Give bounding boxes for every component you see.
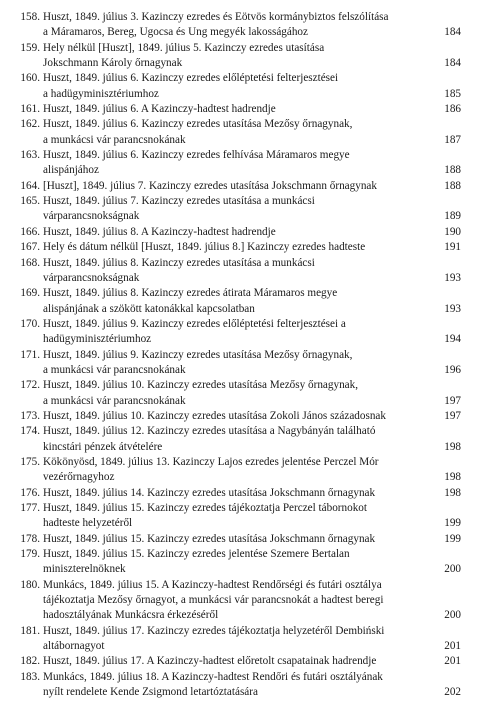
entry-title — [43, 286, 435, 317]
entry-title-line: Huszt, 1849. július 12. Kazinczy ezredes utasítása a Nagybányán található — [43, 425, 376, 438]
entry-title-line: Huszt, 1849. július 6. Kazinczy ezredes felhívása Máramaros megye — [43, 149, 350, 162]
entry-title-line: Hely nélkül [Huszt], 1849. július 5. Kazinczy ezredes utasítása — [43, 41, 325, 54]
entry-number: 172. — [20, 379, 40, 392]
toc-entry — [17, 578, 461, 624]
entry-title-line: Jokschmann Károly őrnagynak — [43, 57, 183, 70]
toc-entry — [17, 532, 461, 547]
entry-title-line: Huszt, 1849. július 17. Kazinczy ezredes tájékoztatja helyzetéről Dembiński — [43, 624, 385, 637]
toc-entry — [17, 117, 461, 148]
entry-title-line: Hely és dátum nélkül [Huszt, 1849. július 8.] Kazinczy ezredes hadteste — [43, 241, 366, 254]
entry-page-number: 193 — [444, 302, 461, 315]
entry-page-number: 190 — [444, 225, 461, 238]
entry-title — [43, 41, 435, 72]
entry-title — [43, 117, 435, 148]
toc-entry — [17, 424, 461, 455]
entry-page-number: 200 — [444, 609, 461, 622]
entry-number: 174. — [20, 425, 40, 438]
entry-number: 181. — [20, 624, 40, 637]
entry-page-number: 201 — [444, 640, 461, 653]
entry-number: 183. — [20, 670, 40, 683]
entry-page-number: 184 — [444, 26, 461, 39]
entry-page-number: 188 — [444, 179, 461, 192]
entry-page-number: 201 — [444, 655, 461, 668]
entry-number: 167. — [20, 241, 40, 254]
toc-entry — [17, 624, 461, 655]
entry-title — [43, 256, 435, 287]
entry-title-line: Huszt, 1849. július 8. Kazinczy ezredes átirata Máramaros megye — [43, 287, 338, 300]
toc-entry — [17, 501, 461, 532]
toc-entry — [17, 670, 461, 701]
toc-entry — [17, 71, 461, 102]
entry-number: 165. — [20, 195, 40, 208]
entry-number: 178. — [20, 532, 40, 545]
toc-entry — [17, 378, 461, 409]
entry-title-line: Huszt, 1849. július 17. A Kazinczy-hadtest előretolt csapatainak hadrendje — [43, 655, 377, 668]
entry-number: 166. — [20, 225, 40, 238]
entry-page-number: 202 — [444, 686, 461, 699]
entry-title-line: Huszt, 1849. július 15. Kazinczy ezredes tájékoztatja Perczel tábornokot — [43, 502, 368, 514]
entry-page-number: 186 — [444, 103, 461, 116]
entry-title-line: Huszt, 1849. július 8. Kazinczy ezredes utasítása a munkácsi — [43, 256, 315, 269]
entry-number: 171. — [20, 348, 40, 361]
toc-entry — [17, 194, 461, 225]
entry-title-line: Huszt, 1849. július 8. A Kazinczy-hadtest hadrendje — [43, 225, 276, 238]
toc-entry — [17, 10, 461, 41]
entry-title — [43, 486, 435, 501]
entry-number: 175. — [20, 455, 40, 468]
entry-number: 179. — [20, 548, 40, 561]
entry-title-line: Munkács, 1849. július 18. A Kazinczy-hadtest Rendőri és futári osztályának — [43, 670, 383, 683]
entry-title-line: hadosztályának Munkácsra érkezéséről — [43, 609, 219, 622]
entry-page-number: 197 — [444, 409, 461, 422]
toc-entry — [17, 286, 461, 317]
toc-entry — [17, 348, 461, 379]
toc-entry — [17, 486, 461, 501]
toc-entry — [17, 256, 461, 287]
toc-entry — [17, 455, 461, 486]
entry-title-line: a munkácsi vár parancsnokának — [43, 394, 186, 407]
toc-entry — [17, 179, 461, 194]
entry-title — [43, 148, 435, 179]
entry-page-number: 198 — [444, 440, 461, 453]
toc-entry — [17, 317, 461, 348]
entry-title-line: Huszt, 1849. július 10. Kazinczy ezredes utasítása Mezősy őrnagynak, — [43, 379, 359, 392]
entry-title — [43, 240, 435, 255]
entry-title — [43, 10, 435, 41]
entry-page-number: 185 — [444, 87, 461, 100]
entry-title-line: Huszt, 1849. július 14. Kazinczy ezredes utasítása Jokschmann őrnagynak — [43, 486, 376, 499]
entry-title-line: Kökönyösd, 1849. július 13. Kazinczy Lajos ezredes jelentése Perczel Mór — [43, 455, 379, 468]
entry-page-number: 199 — [444, 532, 461, 545]
entry-number: 182. — [20, 655, 40, 668]
entry-page-number: 194 — [444, 333, 461, 346]
entry-number: 164. — [20, 179, 40, 192]
entry-page-number: 184 — [444, 57, 461, 70]
entry-title-line: a hadügyminisztériumhoz — [43, 87, 159, 100]
entry-title — [43, 409, 435, 424]
entry-number: 170. — [20, 317, 40, 330]
toc-entry — [17, 654, 461, 669]
entry-title-line: Munkács, 1849. július 15. A Kazinczy-hadtest Rendőrségi és futári osztálya — [43, 578, 382, 591]
toc-entry — [17, 225, 461, 240]
entry-title-line: Huszt, 1849. július 9. Kazinczy ezredes utasítása Mezősy őrnagynak, — [43, 348, 353, 361]
entry-title-line: várparancsnokságnak — [43, 210, 140, 223]
entry-title-line: a munkácsi vár parancsnokának — [43, 363, 186, 376]
toc-entry — [17, 41, 461, 72]
entry-title-line: altábornagyot — [43, 640, 105, 653]
entry-number: 180. — [20, 578, 40, 591]
entry-title-line: kincstári pénzek átvételére — [43, 440, 163, 453]
entry-title-line: Huszt, 1849. július 9. Kazinczy ezredes előléptetési felterjesztései a — [43, 317, 346, 330]
entry-title-line: hadteste helyzetéről — [43, 517, 133, 530]
entry-title — [43, 547, 435, 578]
entry-title — [43, 378, 435, 409]
entry-page-number: 193 — [444, 271, 461, 284]
entry-number: 159. — [20, 41, 40, 54]
entry-page-number: 197 — [444, 394, 461, 407]
entry-number: 177. — [20, 502, 40, 514]
entry-title-line: Huszt, 1849. július 7. Kazinczy ezredes utasítása a munkácsi — [43, 195, 315, 208]
entry-title-line: Huszt, 1849. július 6. Kazinczy ezredes előléptetési felterjesztései — [43, 72, 339, 85]
entry-title-line: várparancsnokságnak — [43, 271, 140, 284]
entry-number: 169. — [20, 287, 40, 300]
entry-title-line: hadügyminisztériumhoz — [43, 333, 152, 346]
toc-entry — [17, 409, 461, 424]
entry-title — [43, 424, 435, 455]
entry-title — [43, 179, 435, 194]
entry-page-number: 188 — [444, 164, 461, 177]
toc-entry — [17, 148, 461, 179]
entry-title-line: miniszterelnöknek — [43, 563, 126, 576]
entry-number: 173. — [20, 409, 40, 422]
entry-title-line: tájékoztatja Mezősy őrnagyot, a munkácsi vár parancsnokát a hadtest beregi — [43, 594, 384, 607]
entry-title-line: a munkácsi vár parancsnokának — [43, 133, 186, 146]
toc-entry — [17, 547, 461, 578]
entry-title — [43, 194, 435, 225]
entry-page-number: 199 — [444, 517, 461, 530]
entry-page-number: 196 — [444, 363, 461, 376]
entry-title-line: Huszt, 1849. július 6. Kazinczy ezredes utasítása Mezősy őrnagynak, — [43, 118, 353, 131]
entry-title-line: nyílt rendelete Kende Zsigmond letartóztatására — [43, 686, 258, 699]
entry-title — [43, 317, 435, 348]
entry-page-number: 200 — [444, 563, 461, 576]
entry-title — [43, 624, 435, 655]
entry-title — [43, 71, 435, 102]
entry-title — [43, 348, 435, 379]
entry-title — [43, 455, 435, 486]
entry-title-line: vezérőrnagyhoz — [43, 471, 115, 484]
entry-page-number: 189 — [444, 210, 461, 223]
entry-title-line: alispánjának a szökött katonákkal kapcsolatban — [43, 302, 255, 315]
entry-title-line: [Huszt], 1849. július 7. Kazinczy ezredes utasítása Jokschmann őrnagynak — [43, 179, 377, 192]
entry-number: 162. — [20, 118, 40, 131]
entry-number: 176. — [20, 486, 40, 499]
entry-number: 160. — [20, 72, 40, 85]
entry-title — [43, 225, 435, 240]
entry-page-number: 198 — [444, 486, 461, 499]
entry-page-number: 198 — [444, 471, 461, 484]
entry-number: 158. — [20, 11, 40, 23]
entry-title-line: Huszt, 1849. július 15. Kazinczy ezredes utasítása Jokschmann őrnagynak — [43, 532, 376, 545]
entry-page-number: 191 — [444, 241, 461, 254]
entry-title — [43, 102, 435, 117]
entry-number: 168. — [20, 256, 40, 269]
entry-number: 161. — [20, 103, 40, 116]
entry-title — [43, 654, 435, 669]
toc-entry — [17, 102, 461, 117]
entry-title-line: Huszt, 1849. július 15. Kazinczy ezredes jelentése Szemere Bertalan — [43, 548, 350, 561]
entry-title-line: Huszt, 1849. július 3. Kazinczy ezredes és Eötvös kormánybiztos felszólítása — [43, 11, 389, 23]
entry-title-line: Huszt, 1849. július 10. Kazinczy ezredes utasítása Zokoli János századosnak — [43, 409, 386, 422]
entry-title — [43, 532, 435, 547]
entry-page-number: 187 — [444, 133, 461, 146]
toc-entry — [17, 240, 461, 255]
entry-number: 163. — [20, 149, 40, 162]
entry-title-line: a Máramaros, Bereg, Ugocsa és Ung megyék lakosságához — [43, 26, 308, 39]
entry-title — [43, 578, 435, 624]
entry-title — [43, 670, 435, 701]
entry-title — [43, 501, 435, 532]
entry-title-line: Huszt, 1849. július 6. A Kazinczy-hadtest hadrendje — [43, 103, 276, 116]
entry-title-line: alispánjához — [43, 164, 99, 177]
